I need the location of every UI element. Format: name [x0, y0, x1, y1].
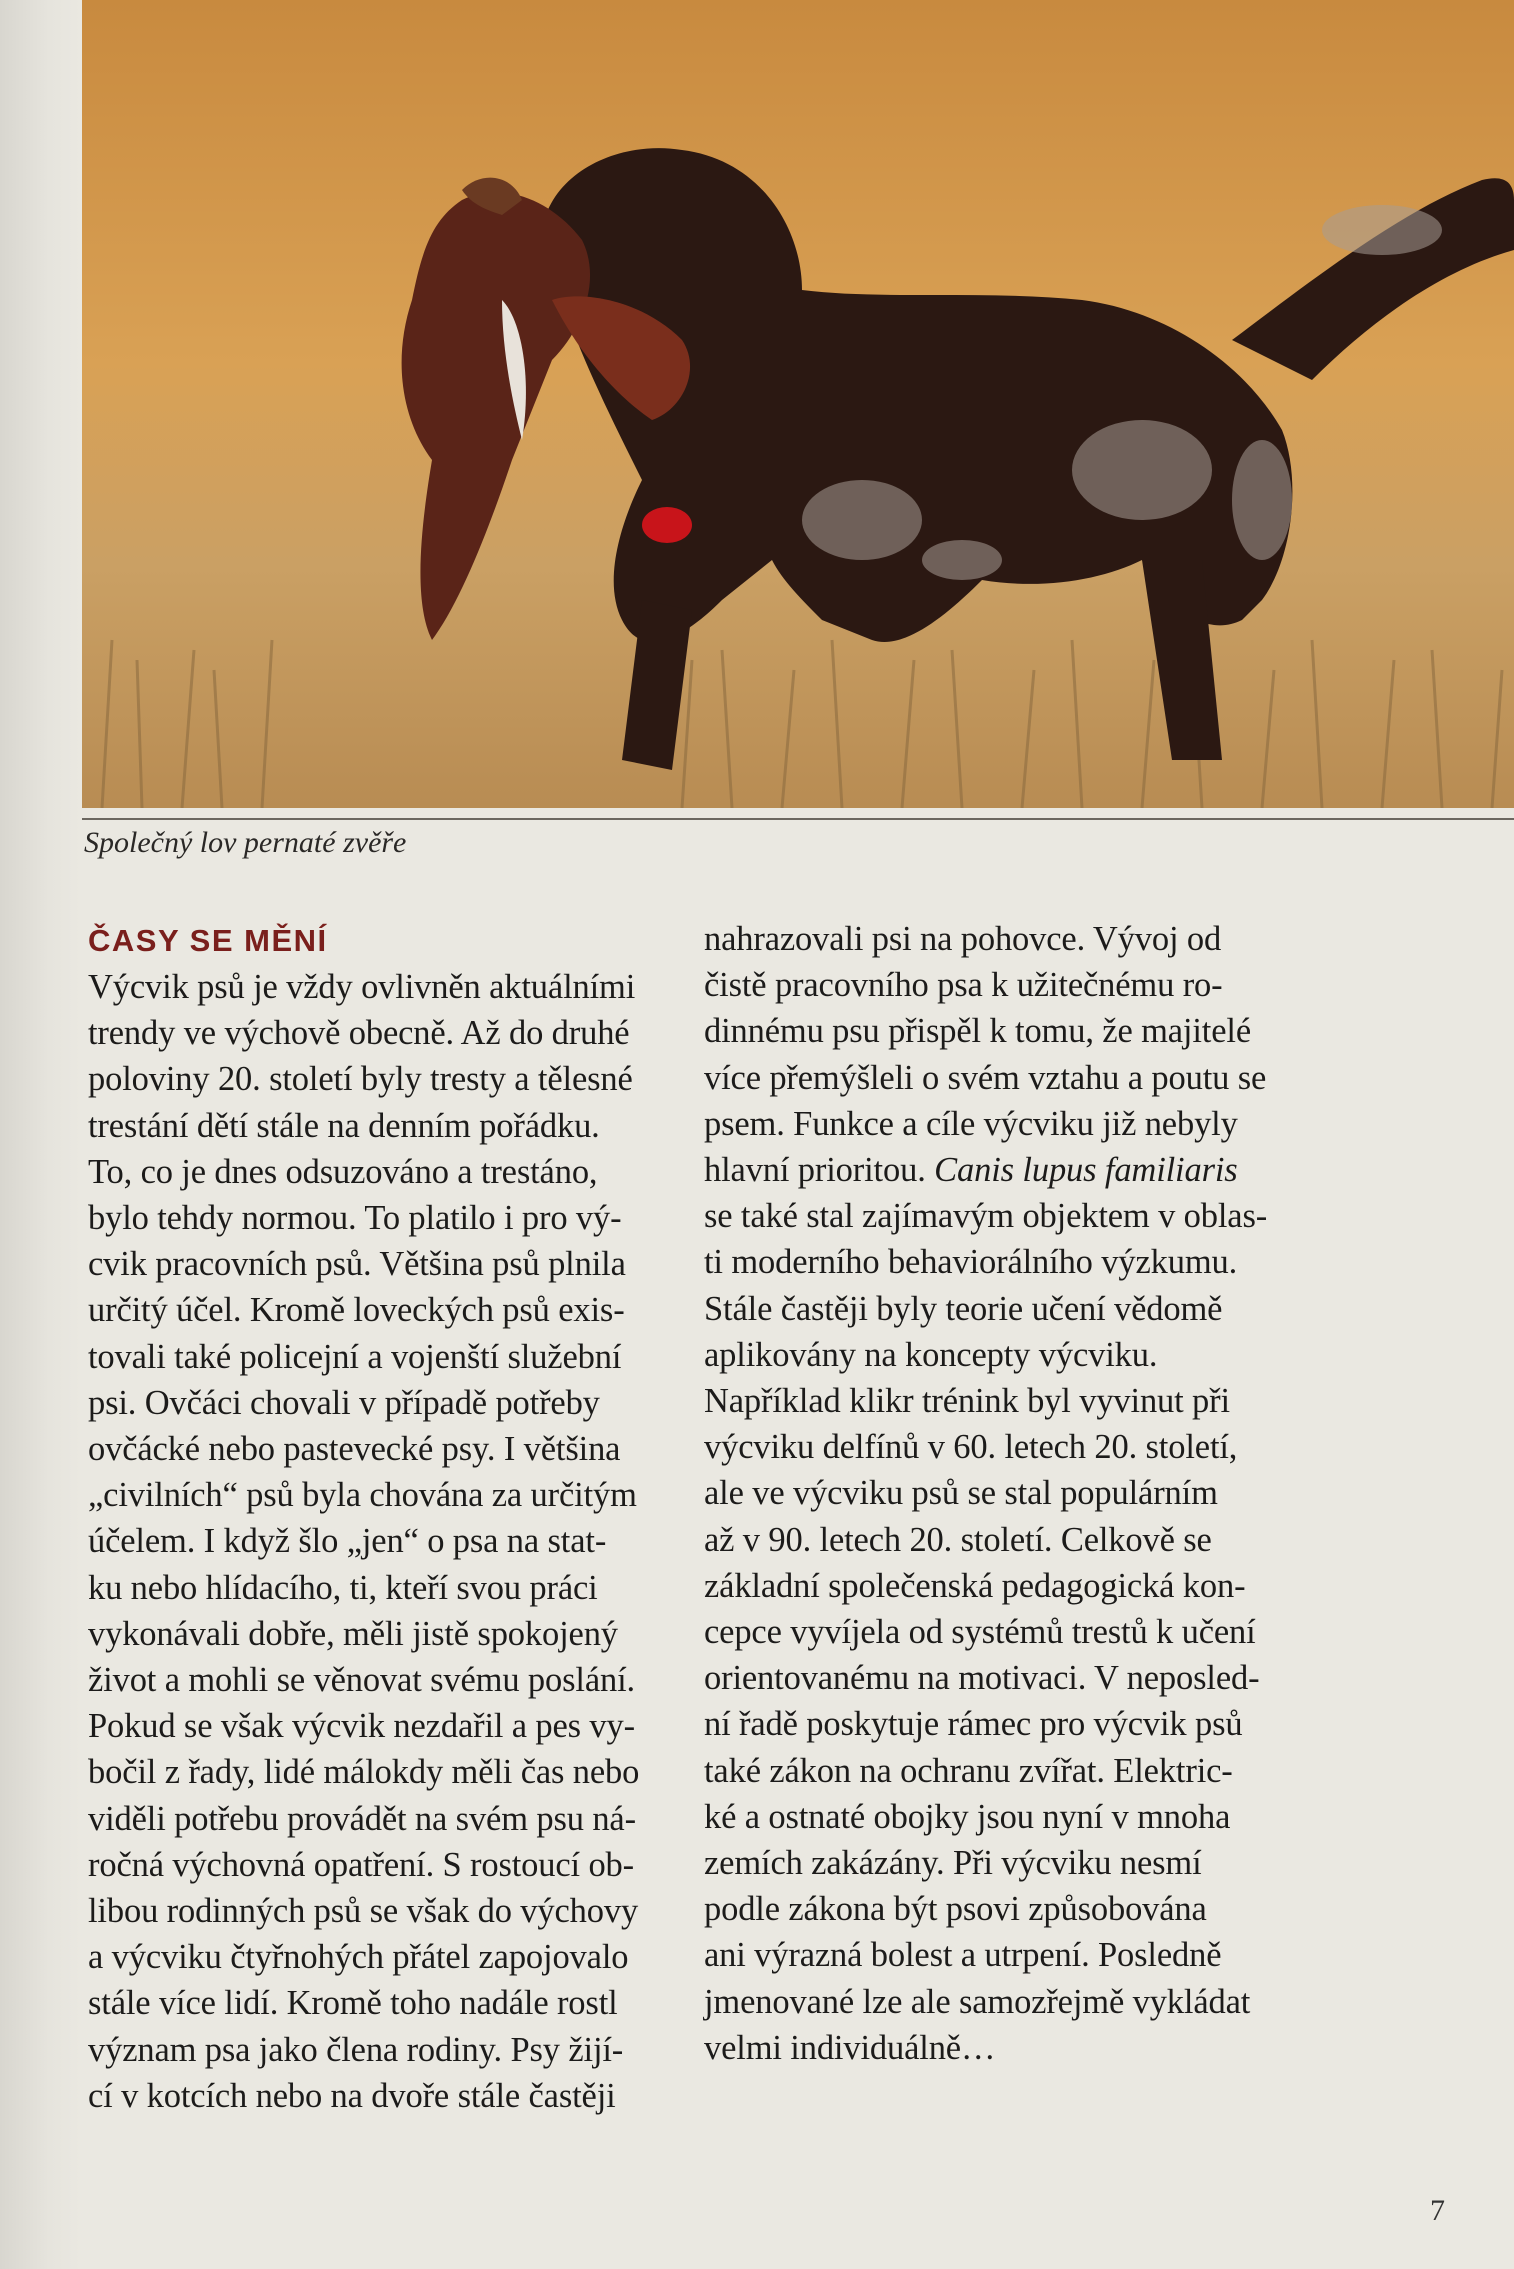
- text-line: stále více lidí. Kromě toho nadále rostl: [88, 1984, 618, 2023]
- text-line: výcviku delfínů v 60. letech 20. století,: [704, 1428, 1238, 1467]
- text-line: aplikovány na koncepty výcviku.: [704, 1335, 1158, 1374]
- text-line: vykonávali dobře, měli jistě spokojený: [88, 1614, 618, 1653]
- article-column-left: [88, 918, 678, 2119]
- text-line: trestání dětí stále na denním pořádku.: [88, 1106, 600, 1145]
- latin-term: Canis lupus familiaris: [934, 1151, 1238, 1190]
- text-line: trendy ve výchově obecně. Až do druhé: [88, 1014, 630, 1053]
- text-line: základní společenská pedagogická kon-: [704, 1566, 1246, 1605]
- text-line: ké a ostnaté obojky jsou nyní v mnoha: [704, 1797, 1231, 1836]
- caption-rule: [82, 818, 1514, 820]
- photo-dog-with-pheasant: [82, 0, 1514, 808]
- text-line: ročná výchovná opatření. S rostoucí ob-: [88, 1845, 634, 1884]
- text-line: účelem. I když šlo „jen“ o psa na stat-: [88, 1522, 607, 1561]
- text-line: ani výrazná bolest a utrpení. Posledně: [704, 1936, 1222, 1975]
- text-line: ní řadě poskytuje rámec pro výcvik psů: [704, 1705, 1243, 1744]
- article-column-right: [704, 916, 1302, 2071]
- text-line: Výcvik psů je vždy ovlivněn aktuálními: [88, 968, 636, 1006]
- text-line: dinnému psu přispěl k tomu, že majitelé: [704, 1012, 1251, 1051]
- text-line: cepce vyvíjela od systémů trestů k učení: [704, 1613, 1256, 1652]
- text-line: více přemýšleli o svém vztahu a poutu se: [704, 1058, 1267, 1097]
- text-line: cvik pracovních psů. Většina psů plnila: [88, 1245, 626, 1284]
- text-line: velmi individuálně…: [704, 2028, 996, 2067]
- text-line: až v 90. letech 20. století. Celkově se: [704, 1520, 1212, 1559]
- text-line: tovali také policejní a vojenští služební: [88, 1337, 622, 1376]
- text-line: význam psa jako člena rodiny. Psy žijí-: [88, 2030, 624, 2069]
- text-line: podle zákona být psovi způsobována: [704, 1890, 1207, 1929]
- text-line: ale ve výcviku psů se stal populárním: [704, 1474, 1218, 1513]
- text-line: a výcviku čtyřnohých přátel zapojovalo: [88, 1938, 629, 1977]
- text-line: ovčácké nebo pastevecké psy. I většina: [88, 1430, 621, 1469]
- text-line: orientovanému na motivaci. V neposled-: [704, 1659, 1260, 1698]
- text-line: bočil z řady, lidé málokdy měli čas nebo: [88, 1753, 640, 1792]
- page-gutter: [0, 0, 82, 2269]
- text-line: čistě pracovního psa k užitečnému ro-: [704, 966, 1223, 1005]
- photo-caption: Společný lov pernaté zvěře: [84, 826, 407, 859]
- text-fragment: hlavní prioritou.: [704, 1151, 935, 1190]
- text-line: „civilních“ psů byla chována za určitým: [88, 1476, 637, 1515]
- text-line: bylo tehdy normou. To platilo i pro vý-: [88, 1199, 622, 1238]
- section-heading: ČASY SE MĚNÍ: [88, 923, 328, 958]
- text-line: se také stal zajímavým objektem v oblas-: [704, 1197, 1268, 1236]
- text-line: Pokud se však výcvik nezdařil a pes vy-: [88, 1707, 635, 1746]
- text-line: poloviny 20. století byly tresty a tělesné: [88, 1060, 633, 1099]
- text-line: libou rodinných psů se však do výchovy: [88, 1892, 639, 1931]
- text-line: zemích zakázány. Při výcviku nesmí: [704, 1844, 1202, 1883]
- text-line: viděli potřebu provádět na svém psu ná-: [88, 1799, 636, 1838]
- text-line: nahrazovali psi na pohovce. Vývoj od: [704, 920, 1222, 958]
- text-line: Například klikr trénink byl vyvinut při: [704, 1382, 1230, 1421]
- text-line: Stále častěji byly teorie učení vědomě: [704, 1289, 1223, 1328]
- text-line: To, co je dnes odsuzováno a trestáno,: [88, 1152, 598, 1191]
- text-line-with-term: [704, 1147, 1302, 1193]
- text-line: ku nebo hlídacího, ti, kteří svou práci: [88, 1568, 598, 1607]
- text-line: také zákon na ochranu zvířat. Elektric-: [704, 1751, 1233, 1790]
- text-line: psi. Ovčáci chovali v případě potřeby: [88, 1383, 600, 1422]
- text-line: určitý účel. Kromě loveckých psů exis-: [88, 1291, 625, 1330]
- text-line: život a mohli se věnovat svému poslání.: [88, 1661, 636, 1700]
- text-line: jmenované lze ale samozřejmě vykládat: [704, 1982, 1251, 2021]
- page-number: 7: [1430, 2194, 1445, 2227]
- dog-retrieving-pheasant-photo-icon: [82, 0, 1514, 808]
- text-line: psem. Funkce a cíle výcviku již nebyly: [704, 1104, 1238, 1143]
- text-line: cí v kotcích nebo na dvoře stále častěji: [88, 2076, 616, 2115]
- text-line: ti moderního behaviorálního výzkumu.: [704, 1243, 1238, 1282]
